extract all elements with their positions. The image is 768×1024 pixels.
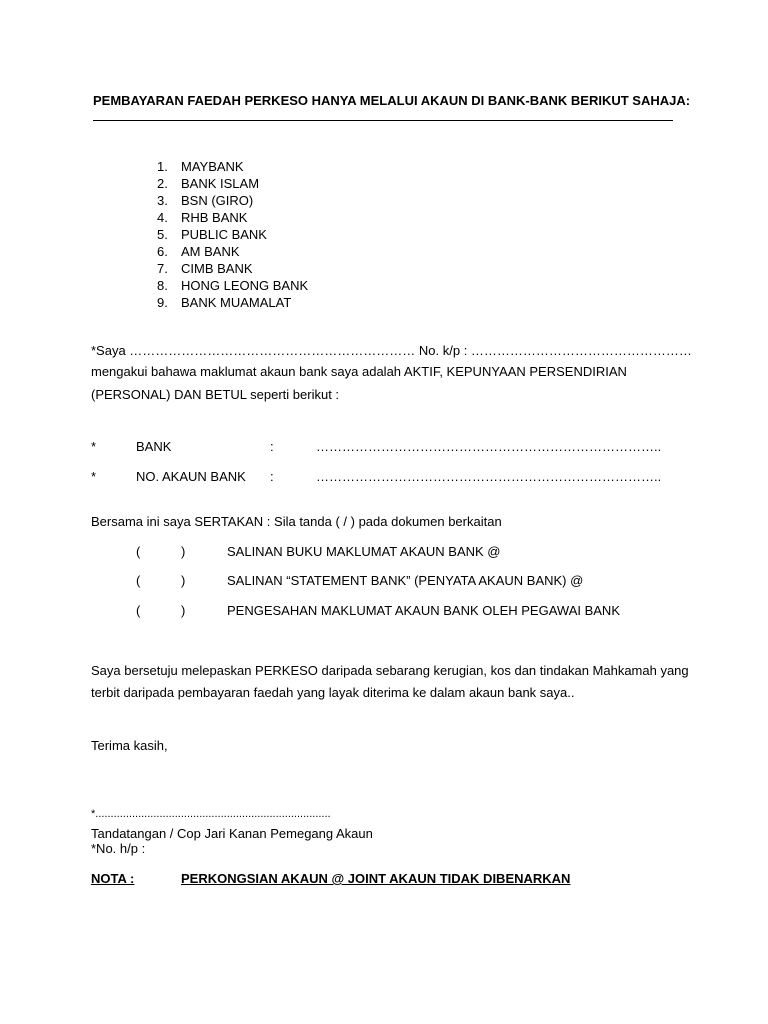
- attachment-label: PENGESAHAN MAKLUMAT AKAUN BANK OLEH PEGAWAI BANK: [227, 603, 620, 618]
- field-colon: :: [270, 439, 274, 454]
- agreement-text: Saya bersetuju melepaskan PERKESO daripada sebarang kerugian, kos dan tindakan Mahkamah yang: [91, 663, 689, 678]
- note-label: NOTA :: [91, 871, 135, 886]
- name-ic-line[interactable]: *Saya ………………………………………………………… No. k/p : ……………………………………………: [91, 343, 692, 358]
- account-number-input-line[interactable]: ……………………………………………………………………..: [316, 469, 662, 484]
- bank-name: BSN (GIRO): [181, 193, 254, 208]
- bank-name: RHB BANK: [181, 210, 248, 225]
- title-underline: [93, 120, 673, 121]
- attachments-intro: Bersama ini saya SERTAKAN : Sila tanda ( / ) pada dokumen berkaitan: [91, 514, 502, 529]
- checkbox-open-paren[interactable]: (: [136, 573, 141, 588]
- list-item-number: 4.: [157, 210, 168, 225]
- list-item-number: 5.: [157, 227, 168, 242]
- list-item-number: 2.: [157, 176, 168, 191]
- required-star: *: [91, 469, 97, 484]
- list-item: [157, 175, 308, 192]
- bank-name: BANK ISLAM: [181, 176, 260, 191]
- list-item: [157, 243, 308, 260]
- list-item: [157, 158, 308, 175]
- document-title: PEMBAYARAN FAEDAH PERKESO HANYA MELALUI AKAUN DI BANK-BANK BERIKUT SAHAJA:: [93, 93, 691, 108]
- bank-name: MAYBANK: [181, 159, 244, 174]
- bank-name: HONG LEONG BANK: [181, 278, 309, 293]
- bank-label: BANK: [136, 439, 172, 454]
- list-item: [157, 192, 308, 209]
- declaration-text: mengakui bahawa maklumat akaun bank saya adalah AKTIF, KEPUNYAAN PERSENDIRIAN: [91, 364, 627, 379]
- required-star: *: [91, 439, 97, 454]
- field-colon: :: [270, 469, 274, 484]
- list-item-number: 7.: [157, 261, 168, 276]
- note-text: PERKONGSIAN AKAUN @ JOINT AKAUN TIDAK DIBENARKAN: [181, 871, 571, 886]
- declaration-text-cont: (PERSONAL) DAN BETUL seperti berikut :: [91, 387, 340, 402]
- bank-name: PUBLIC BANK: [181, 227, 267, 242]
- list-item-number: 1.: [157, 159, 168, 174]
- list-item: [157, 260, 308, 277]
- list-item: [157, 226, 308, 243]
- phone-field[interactable]: *No. h/p :: [91, 841, 146, 856]
- closing-text: Terima kasih,: [91, 738, 168, 753]
- bank-name: CIMB BANK: [181, 261, 253, 276]
- list-item-number: 3.: [157, 193, 168, 208]
- agreement-text-cont: terbit daripada pembayaran faedah yang layak diterima ke dalam akaun bank saya..: [91, 685, 575, 700]
- attachment-label: SALINAN “STATEMENT BANK” (PENYATA AKAUN BANK) @: [227, 573, 584, 588]
- list-item-number: 8.: [157, 278, 168, 293]
- list-item-number: 9.: [157, 295, 168, 310]
- bank-name: AM BANK: [181, 244, 240, 259]
- bank-list: [157, 158, 308, 311]
- bank-input-line[interactable]: ……………………………………………………………………..: [316, 439, 662, 454]
- checkbox-close-paren[interactable]: ): [181, 603, 186, 618]
- signature-label: Tandatangan / Cop Jari Kanan Pemegang Akaun: [91, 826, 373, 841]
- signature-line[interactable]: *.............................................................................: [91, 808, 331, 820]
- checkbox-close-paren[interactable]: ): [181, 573, 186, 588]
- checkbox-open-paren[interactable]: (: [136, 603, 141, 618]
- account-number-label: NO. AKAUN BANK: [136, 469, 246, 484]
- attachment-label: SALINAN BUKU MAKLUMAT AKAUN BANK @: [227, 544, 501, 559]
- checkbox-close-paren[interactable]: ): [181, 544, 186, 559]
- bank-name: BANK MUAMALAT: [181, 295, 292, 310]
- checkbox-open-paren[interactable]: (: [136, 544, 141, 559]
- list-item: [157, 277, 308, 294]
- list-item: [157, 209, 308, 226]
- list-item: [157, 294, 308, 311]
- list-item-number: 6.: [157, 244, 168, 259]
